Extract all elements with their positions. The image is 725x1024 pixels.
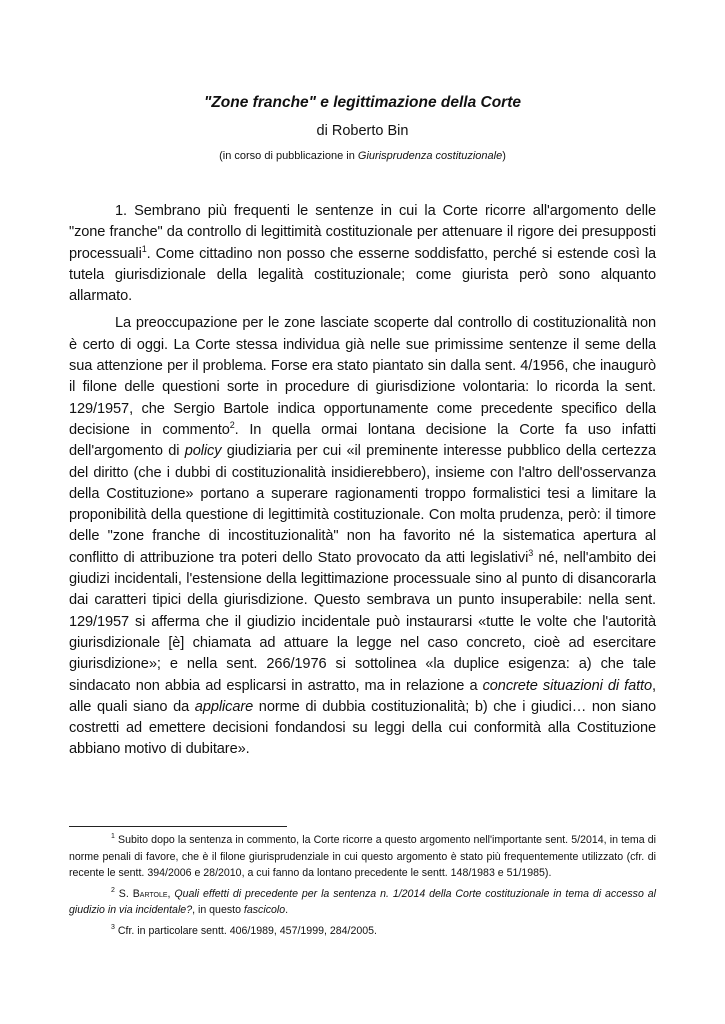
journal-name: Giurisprudenza costituzionale — [357, 150, 503, 162]
paragraph-1-text-a: 1. Sembrano più frequenti le sentenze in cui la Corte ricorre all'argomento delle "zone franche" da controllo di legittimità costituzionale per attenuare il rigore dei presupposti processuali — [69, 203, 656, 262]
footnote-2-initial: S. — [114, 887, 133, 900]
paragraph-2-italic-applicare: applicare — [194, 698, 254, 715]
footnote-2-end: . — [285, 904, 289, 916]
footnote-2-mid: , in questo — [192, 904, 244, 916]
footnote-ref-3[interactable]: 3 — [528, 547, 534, 558]
article-title: "Zone franche" e legittimazione della Corte — [203, 94, 521, 111]
paragraph-2-text-e: , alle quali siano da — [69, 677, 656, 715]
footnote-1 — [69, 832, 656, 882]
footnote-2-number: 2 — [111, 886, 115, 894]
footnote-ref-2[interactable]: 2 — [229, 419, 235, 430]
footnote-1-number: 1 — [111, 833, 115, 840]
footnotes — [69, 832, 656, 943]
footnote-2-sep: , — [167, 887, 175, 900]
paragraph-2-text-d: né, nell'ambito dei giudizi incidentali, l'estensione della legittimazione processuale sino al punto di disancorarla dai caratteri tipici della giurisdizione. Questo sembrava un punto insuperabile: nella sent. 129/1957 si afferma che il giudizio incidentale può instaurarsi «tutte le volte che l'autorità giurisdizionale [è] chiamata ad attuare la legge nel caso concreto, cioè ad esercitare giurisdizione»; e nella sent. 266/1976 si sottolinea «la duplice esigenza: a) che tale sindacato non abbia ad esplicarsi in astratto, ma in relazione a — [69, 549, 656, 694]
author-line: di Roberto Bin — [316, 123, 409, 139]
paragraph-1-text-b: . Come cittadino non posso che esserne soddisfatto, perché si estende così la tutela giurisdizionale della legalità costituzionale; come giurista però sono alquanto allarmato. — [69, 245, 656, 305]
footnote-separator — [69, 826, 287, 827]
footnote-2-surname: Bartole — [132, 887, 168, 900]
paragraph-2-text-c: giudiziaria per cui «il preminente interesse pubblico della certezza del diritto (che i dubbi di costituzionalità insidierebbero), insieme con l'altro dell'osservanza della Costituzione» portano a superare ragionamenti troppo formalistici tesi a limitare la proponibilità della questione di legittimità costituzionale. Con molta prudenza, però: il timore delle "zone franche di incostituzionalità" non ha favorito né la sistematica apertura al conflitto di attribuzione tra poteri dello Stato provocato da atti legislativi — [69, 443, 656, 566]
paragraph-2-text-a: La preoccupazione per le zone lasciate scoperte dal controllo di costituzionalità non è certo di oggi. La Corte stessa individua già nelle sue primissime sentenze il seme della sua attenzione per il problema. Forse era stato piantato sin dalla sent. 4/1956, che inaugurò il filone delle questioni sorte in procedure di giurisdizione volontaria: lo ricorda la sent. 129/1957, che Sergio Bartole indica opportunamente come precedente specifico della decisione in commento — [69, 315, 656, 438]
paragraph-2-text-f: norme di dubbia costituzionalità; b) che i giudici… non siano costretti ad emettere decisioni fondandosi su leggi della cui conformità alla Costituzione abbiano motivo di dubitare». — [69, 698, 657, 758]
pub-note-prefix: (in corso di pubblicazione in — [219, 150, 358, 162]
article-body — [69, 201, 656, 767]
paragraph-1 — [69, 201, 656, 307]
footnote-3 — [69, 923, 656, 940]
footnote-2-location: fascicolo — [243, 904, 286, 916]
publication-note — [70, 150, 655, 162]
paragraph-2-text-b: . In quella ormai lontana decisione la Corte fa uso infatti dell'argomento di — [69, 421, 656, 460]
paragraph-2-italic-concrete: concrete situazioni di fatto — [482, 677, 653, 694]
footnote-ref-1[interactable]: 1 — [141, 243, 147, 254]
footnote-1-text: Subito dopo la sentenza in commento, la Corte ricorre a questo argomento nell'importante sent. 5/2014, in tema di norme penali di favore, che è il filone giurisprudenziale in cui questo argomento è stato più frequentemente utilizzato (cfr. di recente le sentt. 394/2006 e 28/2010, a cui fanno da lontano precedente le sentt. 148/1983 e 51/1985). — [69, 834, 656, 879]
footnote-2-title: Quali effetti di precedente per la sentenza n. 1/2014 della Corte costituzionale in tema di accesso al giudizio in via incidentale? — [69, 887, 657, 916]
pub-note-suffix: ) — [502, 150, 506, 162]
footnote-2 — [69, 886, 656, 919]
paragraph-2-italic-policy: policy — [184, 443, 222, 460]
paragraph-2 — [69, 313, 656, 760]
footnote-3-number: 3 — [111, 923, 115, 931]
footnote-3-text: Cfr. in particolare sentt. 406/1989, 457/1999, 284/2005. — [114, 924, 377, 937]
